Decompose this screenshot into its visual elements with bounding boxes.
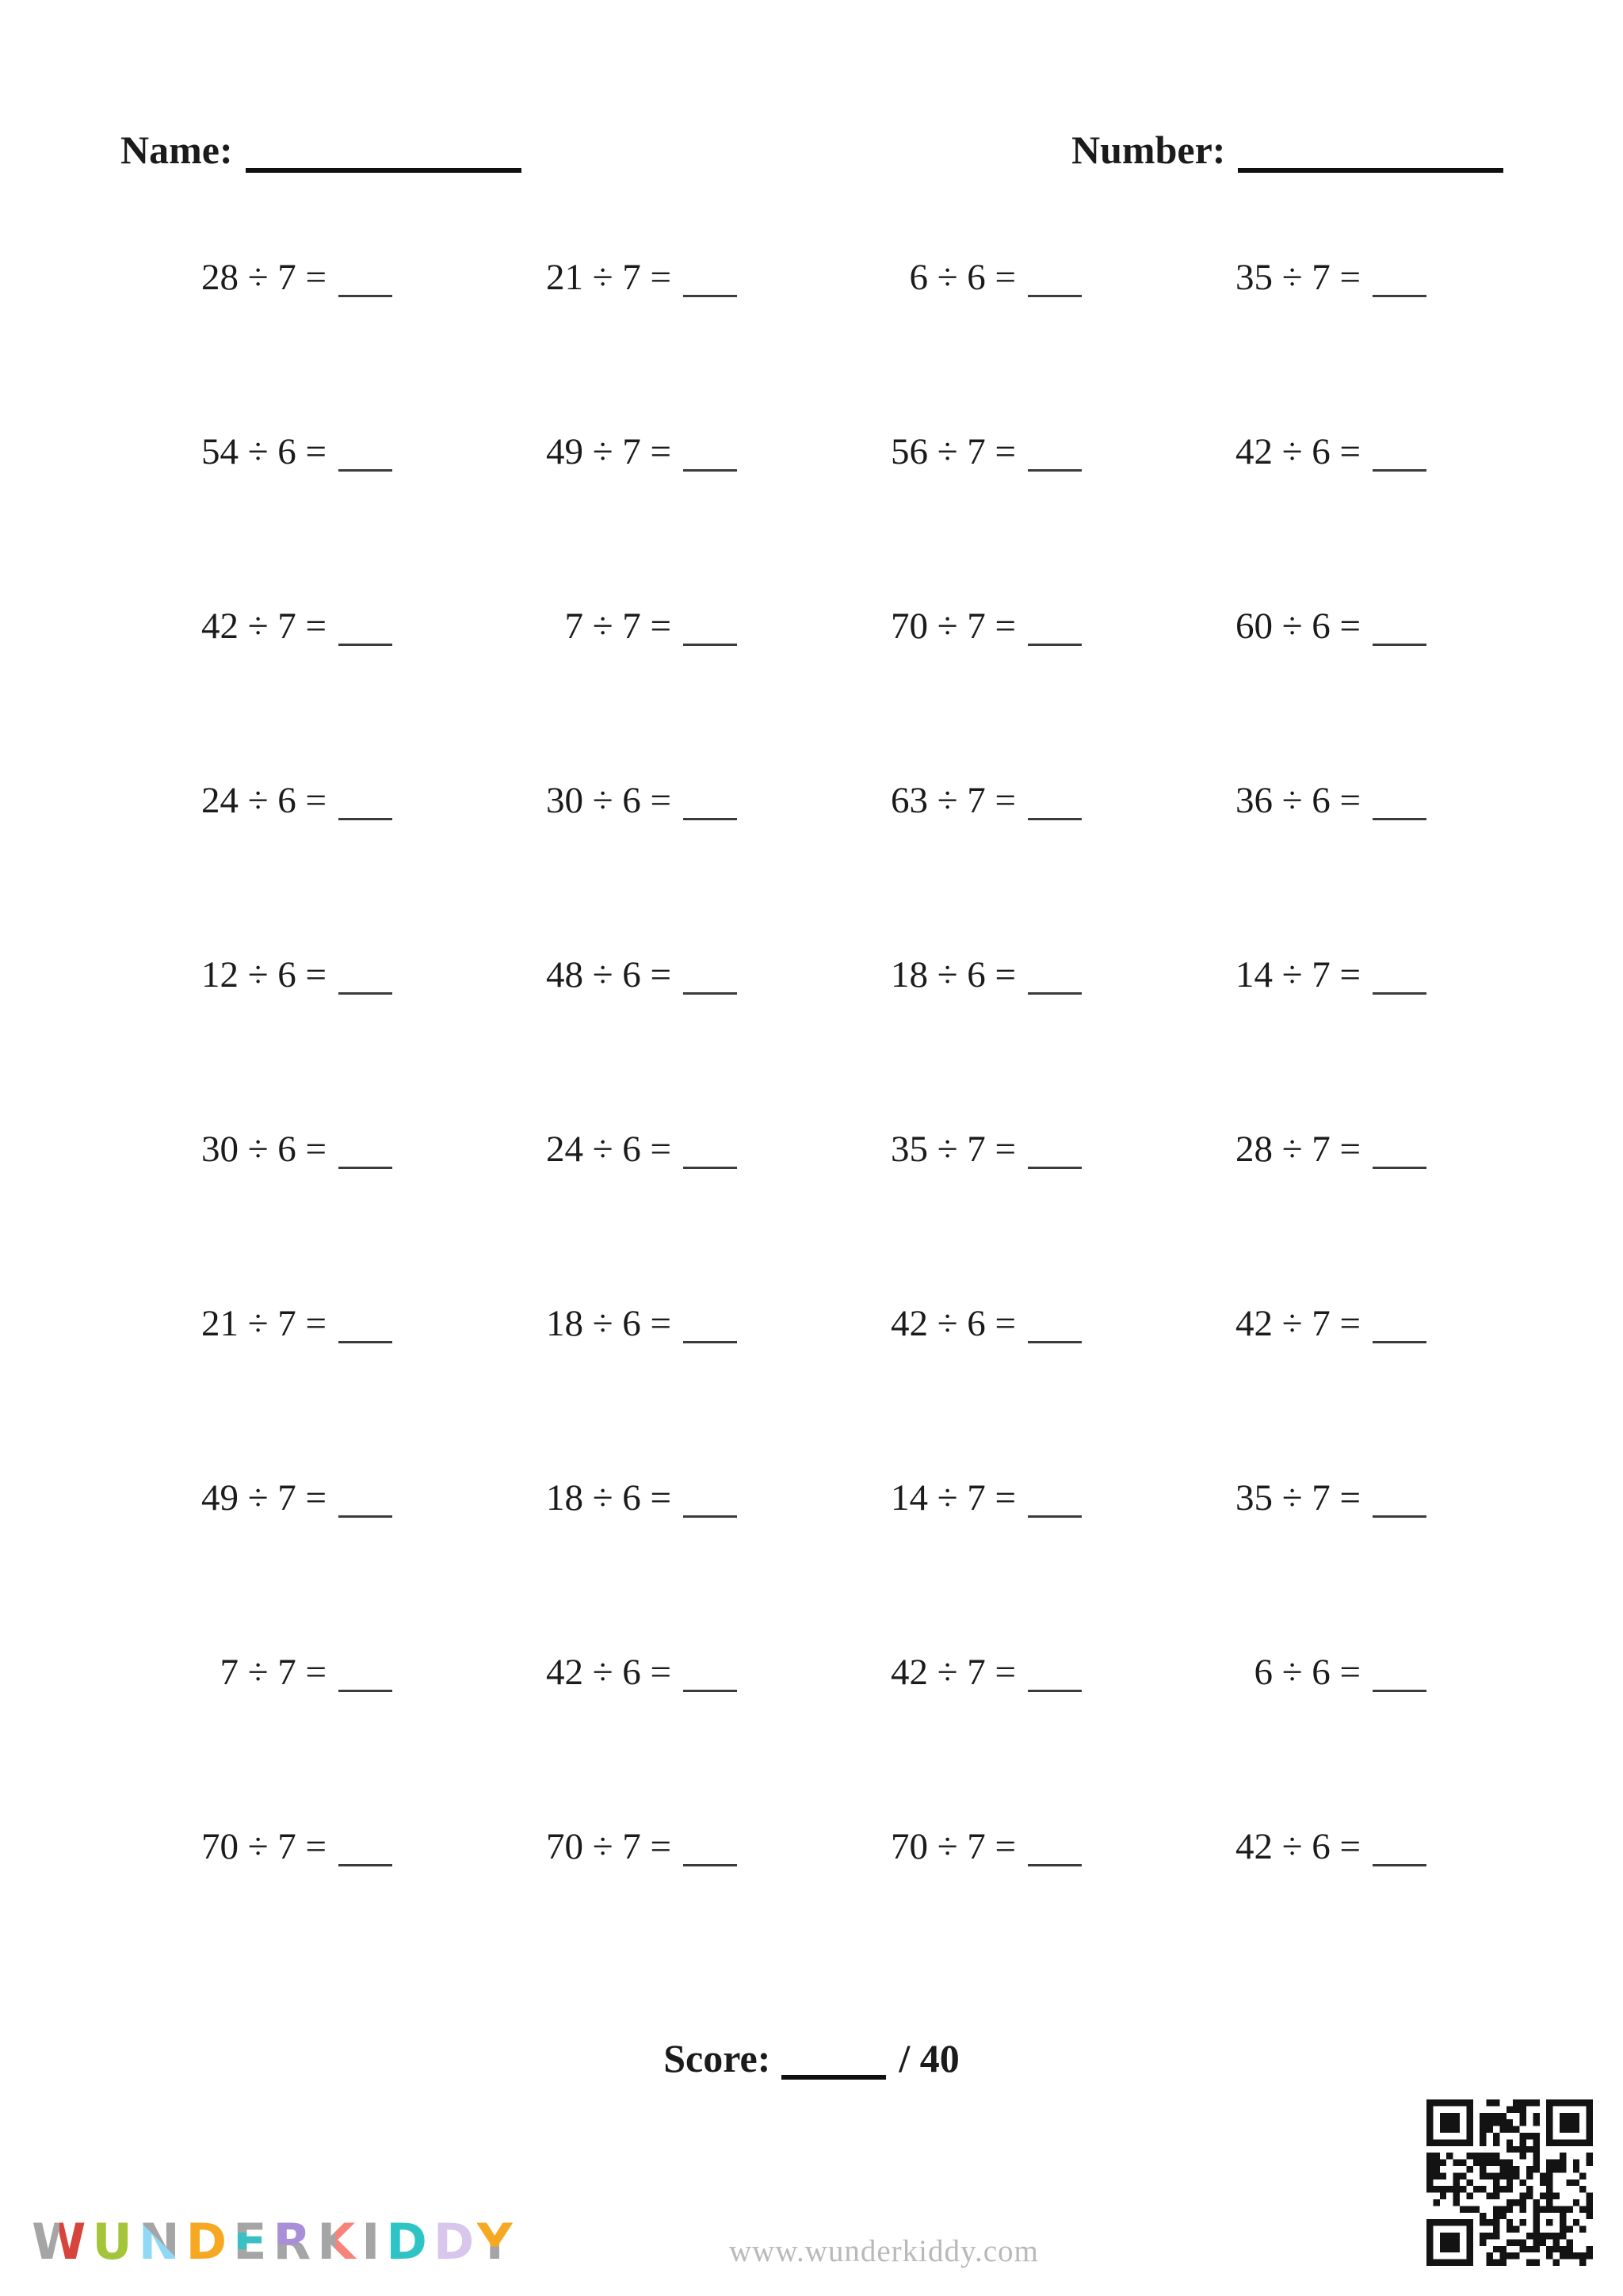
answer-blank[interactable] [338, 1165, 392, 1169]
problem-cell [123, 888, 468, 1062]
answer-blank[interactable] [683, 816, 737, 820]
answer-blank[interactable] [338, 468, 392, 472]
wunderkiddy-logo [32, 2213, 519, 2271]
problem-cell [1157, 1062, 1502, 1236]
division-expression: 70 ÷ 7 = [890, 606, 1016, 647]
number-label: Number: [1071, 128, 1226, 172]
division-expression: 28 ÷ 7 = [200, 257, 327, 298]
website-url: www.wunderkiddy.com [729, 2234, 1039, 2268]
division-expression: 36 ÷ 6 = [1235, 780, 1361, 821]
problem-cell [468, 1759, 812, 1934]
division-expression: 30 ÷ 6 = [545, 780, 671, 821]
logo-letter: R [273, 2213, 318, 2271]
answer-blank[interactable] [683, 642, 737, 646]
division-expression: 30 ÷ 6 = [200, 1129, 327, 1170]
score-total: / 40 [899, 2036, 960, 2080]
division-expression: 35 ÷ 7 = [890, 1129, 1016, 1170]
division-expression: 63 ÷ 7 = [890, 780, 1016, 821]
problem-cell [1157, 1585, 1502, 1759]
score-block [0, 2035, 1623, 2081]
number-field-block [1071, 127, 1503, 173]
answer-blank[interactable] [338, 816, 392, 820]
division-expression: 18 ÷ 6 = [545, 1303, 671, 1344]
answer-blank[interactable] [683, 1862, 737, 1866]
logo-letter: Y [476, 2213, 519, 2271]
answer-blank[interactable] [1028, 293, 1082, 297]
answer-blank[interactable] [683, 1688, 737, 1692]
problem-cell [812, 1585, 1157, 1759]
answer-blank[interactable] [338, 1688, 392, 1692]
division-expression: 18 ÷ 6 = [890, 954, 1016, 995]
division-expression: 48 ÷ 6 = [545, 954, 671, 995]
problem-cell [123, 1236, 468, 1411]
answer-blank[interactable] [1028, 816, 1082, 820]
answer-blank[interactable] [338, 293, 392, 297]
problem-cell [1157, 539, 1502, 713]
answer-blank[interactable] [1028, 1514, 1082, 1518]
problem-cell [1157, 888, 1502, 1062]
qr-code-image [1426, 2099, 1593, 2267]
division-expression: 42 ÷ 7 = [200, 606, 327, 647]
answer-blank[interactable] [338, 991, 392, 995]
logo-letter: D [185, 2213, 234, 2271]
problem-cell [812, 1062, 1157, 1236]
problem-cell [1157, 1236, 1502, 1411]
problem-cell [123, 1585, 468, 1759]
answer-blank[interactable] [1028, 468, 1082, 472]
answer-blank[interactable] [1028, 1688, 1082, 1692]
logo-letter: I [361, 2213, 387, 2271]
division-expression: 14 ÷ 7 = [890, 1477, 1016, 1519]
division-expression: 49 ÷ 7 = [200, 1477, 327, 1519]
answer-blank[interactable] [683, 293, 737, 297]
division-expression: 35 ÷ 7 = [1235, 1477, 1361, 1519]
logo-letter: W [32, 2213, 93, 2271]
problem-cell [468, 888, 812, 1062]
division-expression: 42 ÷ 6 = [1235, 1826, 1361, 1867]
answer-blank[interactable] [1373, 1514, 1426, 1518]
problem-cell [468, 190, 812, 365]
problem-cell [468, 713, 812, 888]
division-expression: 42 ÷ 6 = [1235, 431, 1361, 472]
answer-blank[interactable] [683, 1514, 737, 1518]
answer-blank[interactable] [1373, 1688, 1426, 1692]
logo-letter: K [317, 2213, 362, 2271]
division-expression: 6 ÷ 6 = [1254, 1652, 1361, 1693]
problem-cell [468, 1585, 812, 1759]
name-label: Name: [120, 128, 233, 172]
problem-cell [468, 1411, 812, 1585]
answer-blank[interactable] [1373, 468, 1426, 472]
answer-blank[interactable] [1373, 293, 1426, 297]
answer-blank[interactable] [1373, 816, 1426, 820]
problem-cell [123, 190, 468, 365]
division-expression: 28 ÷ 7 = [1235, 1129, 1361, 1170]
division-expression: 6 ÷ 6 = [909, 257, 1016, 298]
division-expression: 42 ÷ 7 = [890, 1652, 1016, 1693]
number-input-line[interactable] [1238, 166, 1503, 173]
answer-blank[interactable] [338, 1339, 392, 1343]
problem-cell [1157, 713, 1502, 888]
division-expression: 14 ÷ 7 = [1235, 954, 1361, 995]
problem-cell [812, 1411, 1157, 1585]
division-expression: 70 ÷ 7 = [890, 1826, 1016, 1867]
worksheet-grid [123, 190, 1502, 1934]
answer-blank[interactable] [1028, 1339, 1082, 1343]
answer-blank[interactable] [1028, 991, 1082, 995]
division-expression: 21 ÷ 7 = [545, 257, 671, 298]
problem-cell [123, 713, 468, 888]
answer-blank[interactable] [1028, 1165, 1082, 1169]
division-expression: 70 ÷ 7 = [200, 1826, 327, 1867]
answer-blank[interactable] [683, 1339, 737, 1343]
division-expression: 54 ÷ 6 = [200, 431, 327, 472]
division-expression: 70 ÷ 7 = [545, 1826, 671, 1867]
problem-cell [468, 1236, 812, 1411]
logo-letter: N [138, 2213, 186, 2271]
qr-code [1426, 2099, 1593, 2267]
problem-cell [812, 1759, 1157, 1934]
logo-letter: D [386, 2213, 433, 2271]
problem-cell [812, 888, 1157, 1062]
problem-cell [812, 190, 1157, 365]
problem-cell [812, 539, 1157, 713]
score-input-line[interactable] [781, 2073, 886, 2080]
problem-cell [468, 365, 812, 539]
problem-cell [123, 1411, 468, 1585]
answer-blank[interactable] [683, 1165, 737, 1169]
division-expression: 24 ÷ 6 = [545, 1129, 671, 1170]
answer-blank[interactable] [683, 468, 737, 472]
answer-blank[interactable] [338, 1514, 392, 1518]
name-field-block [120, 127, 521, 173]
problem-cell [1157, 1411, 1502, 1585]
problem-cell [123, 1062, 468, 1236]
problem-cell [812, 1236, 1157, 1411]
answer-blank[interactable] [1373, 1165, 1426, 1169]
division-expression: 42 ÷ 6 = [890, 1303, 1016, 1344]
division-expression: 42 ÷ 7 = [1235, 1303, 1361, 1344]
division-expression: 35 ÷ 7 = [1235, 257, 1361, 298]
answer-blank[interactable] [338, 1862, 392, 1866]
answer-blank[interactable] [683, 991, 737, 995]
logo-letter: E [233, 2213, 273, 2271]
score-label: Score: [663, 2036, 771, 2080]
division-expression: 21 ÷ 7 = [200, 1303, 327, 1344]
answer-blank[interactable] [338, 642, 392, 646]
answer-blank[interactable] [1373, 991, 1426, 995]
answer-blank[interactable] [1028, 642, 1082, 646]
problem-cell [1157, 1759, 1502, 1934]
answer-blank[interactable] [1373, 1339, 1426, 1343]
answer-blank[interactable] [1028, 1862, 1082, 1866]
problem-cell [1157, 190, 1502, 365]
problem-cell [468, 1062, 812, 1236]
problem-cell [812, 713, 1157, 888]
division-expression: 42 ÷ 6 = [545, 1652, 671, 1693]
division-expression: 24 ÷ 6 = [200, 780, 327, 821]
problem-cell [812, 365, 1157, 539]
division-expression: 18 ÷ 6 = [545, 1477, 671, 1519]
logo-letter: U [92, 2213, 139, 2271]
problem-cell [468, 539, 812, 713]
division-expression: 12 ÷ 6 = [200, 954, 327, 995]
division-expression: 60 ÷ 6 = [1235, 606, 1361, 647]
division-expression: 7 ÷ 7 = [220, 1652, 327, 1693]
division-expression: 7 ÷ 7 = [564, 606, 671, 647]
answer-blank[interactable] [1373, 1862, 1426, 1866]
answer-blank[interactable] [1373, 642, 1426, 646]
problem-cell [123, 365, 468, 539]
division-expression: 56 ÷ 7 = [890, 431, 1016, 472]
problem-cell [123, 539, 468, 713]
problem-cell [1157, 365, 1502, 539]
problem-cell [123, 1759, 468, 1934]
logo-letter: D [433, 2213, 477, 2271]
division-expression: 49 ÷ 7 = [545, 431, 671, 472]
name-input-line[interactable] [246, 166, 521, 173]
